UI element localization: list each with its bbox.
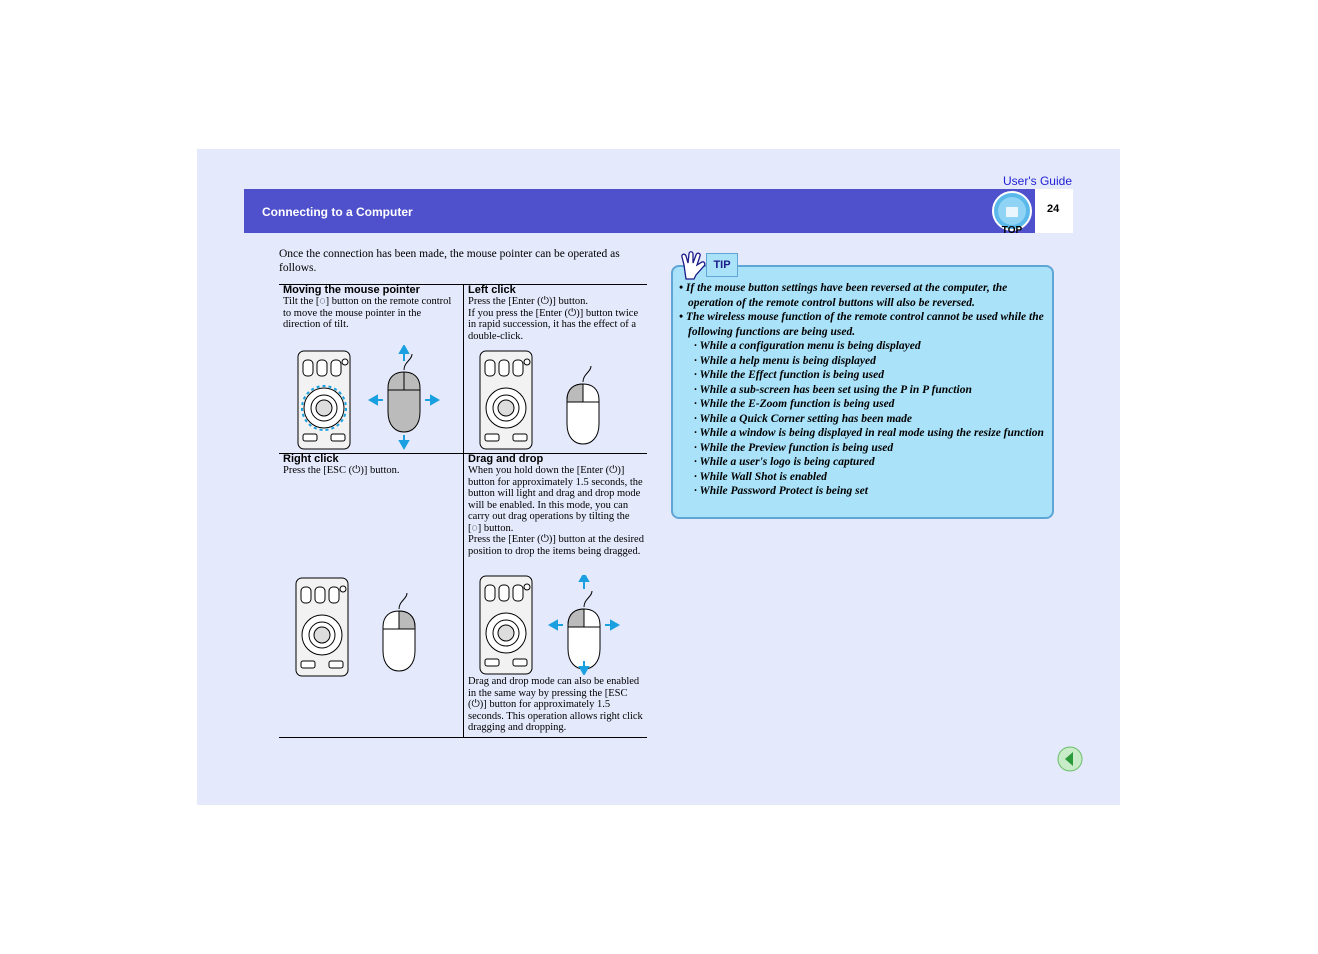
section-header-bar [244, 189, 1035, 233]
home-globe-icon [992, 189, 1036, 235]
moving-pointer-cell [283, 285, 459, 331]
mouse-icon [388, 354, 420, 432]
back-button[interactable] [1057, 746, 1083, 772]
mouse-icon [567, 366, 599, 444]
hand-icon [680, 251, 706, 281]
remote-control-icon [296, 578, 348, 676]
right-click-text: Press the [ESC (⏻)] button. [283, 465, 400, 476]
tip-label: TIP [706, 253, 738, 277]
left-click-title: Left click [468, 284, 516, 296]
drag-drop-illustration [477, 575, 642, 675]
users-guide-link[interactable]: User's Guide [1003, 174, 1072, 188]
tip-item: · While a user's logo is being captured [694, 456, 875, 468]
right-click-illustration [293, 577, 453, 677]
moving-pointer-illustration [295, 345, 455, 451]
tip-item: · While a configuration menu is being displayed [694, 340, 921, 352]
manual-page [197, 149, 1120, 805]
drag-drop-cell [468, 454, 645, 557]
mouse-icon [383, 593, 415, 671]
tip-item: · While a help menu is being displayed [694, 354, 876, 367]
tip-item: · While the Effect function is being used [694, 369, 884, 381]
table-vertical-divider [463, 285, 464, 737]
back-arrow-icon [1057, 746, 1083, 772]
drag-drop-text-1: When you hold down the [Enter (⏻)] button for approximately 1.5 seconds, the button will light and drag and drop mode will be enabled. In this mode, you can carry out drag operations by tilting the [◌] button. [468, 465, 643, 534]
page-number-box [1035, 189, 1073, 233]
tip-bullet-2: • The wireless mouse function of the remote control cannot be used while the following functions are being used. [679, 311, 1044, 338]
top-button[interactable] [992, 189, 1036, 235]
tip-item: · While the E-Zoom function is being used [694, 398, 895, 410]
tip-bullet-1: • If the mouse button settings have been reversed at the computer, the operation of the remote control buttons will also be reversed. [679, 282, 1008, 309]
remote-control-icon [480, 351, 532, 449]
right-click-cell [283, 454, 459, 477]
top-label: TOP [1001, 225, 1023, 235]
tip-item: · While a Quick Corner setting has been made [694, 412, 912, 425]
left-click-cell [468, 285, 645, 342]
tip-box [671, 265, 1054, 519]
drag-drop-text-3: Drag and drop mode can also be enabled in the same way by pressing the [ESC (⏻)] button for approximately 1.5 seconds. This operation allows right click dragging and dropping. [468, 676, 643, 733]
left-click-illustration [477, 350, 637, 450]
tip-item: · While Password Protect is being set [694, 485, 868, 497]
remote-control-icon [480, 576, 532, 674]
moving-pointer-title: Moving the mouse pointer [283, 284, 420, 296]
right-click-title: Right click [283, 453, 339, 465]
intro-text: Once the connection has been made, the mouse pointer can be operated as follows. [279, 248, 620, 274]
mouse-icon [568, 591, 600, 669]
section-title: Connecting to a Computer [262, 205, 413, 219]
left-click-text-2: If you press the [Enter (⏻)] button twice in rapid succession, it has the effect of a double-click. [468, 307, 639, 342]
drag-drop-note-cell [468, 676, 645, 734]
tip-item: · While a window is being displayed in real mode using the resize function [694, 427, 1044, 439]
tip-content [679, 281, 1047, 499]
left-click-text-1: Press the [Enter (⏻)] button. [468, 296, 588, 307]
tip-item: · While Wall Shot is enabled [694, 470, 827, 483]
drag-drop-text-2: Press the [Enter (⏻)] button at the desired position to drop the items being dragged. [468, 534, 644, 557]
drag-drop-title: Drag and drop [468, 453, 544, 465]
tip-item: · While the Preview function is being used [694, 441, 894, 454]
remote-control-icon [298, 351, 350, 449]
page-number: 24 [1047, 203, 1060, 215]
moving-pointer-text: Tilt the [◌] button on the remote control to move the mouse pointer in the direction of tilt. [283, 296, 452, 330]
mouse-operations-table [279, 284, 647, 738]
tip-item: · While a sub-screen has been set using the P in P function [694, 383, 972, 396]
